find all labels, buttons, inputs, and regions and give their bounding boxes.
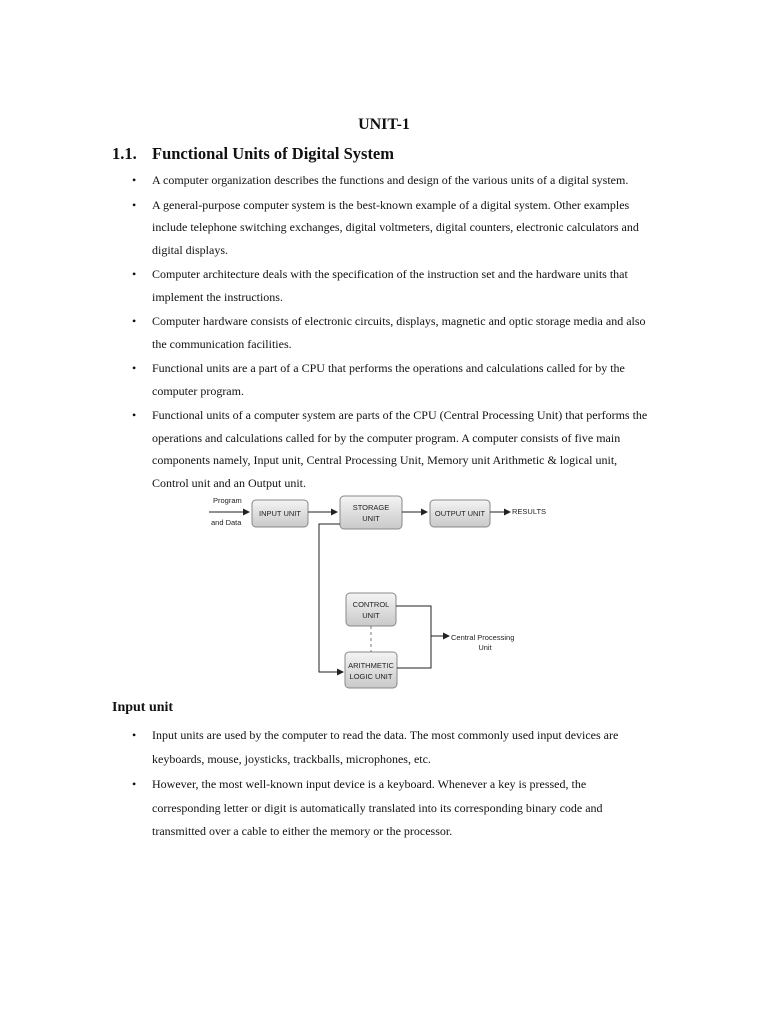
alu-box: [345, 652, 397, 688]
input-unit-bullet-list: [112, 724, 652, 846]
storage-unit-label-2: UNIT: [362, 514, 380, 523]
alu-label-2: LOGIC UNIT: [349, 672, 393, 681]
block-diagram: [205, 494, 547, 690]
cpu-bracket: [396, 606, 431, 668]
cpu-label-1: Central Processing: [451, 633, 515, 642]
control-unit-label-2: UNIT: [362, 611, 380, 620]
bullet-item: • However, the most well-known input device is a keyboard. Whenever a key is pressed, the corresponding letter or digit is automatically translated into its corresponding binary code and transmitted over a cable to either the memory or the processor.: [112, 773, 652, 844]
bullet-item: • A computer organization describes the functions and design of the various units of a digital system.: [112, 169, 652, 192]
unit-title: UNIT-1: [358, 116, 410, 133]
storage-to-alu-arrow: [319, 524, 343, 672]
program-label: Program: [213, 496, 242, 505]
alu-label-1: ARITHMETIC: [348, 661, 394, 670]
bullet-item: • A general-purpose computer system is the best-known example of a digital system. Other examples include telephone switching exchanges, digital voltmeters, digital counters, electronic calculators and digital displays.: [112, 194, 652, 262]
storage-unit-label-1: STORAGE: [352, 503, 390, 512]
results-label: RESULTS: [512, 507, 547, 516]
output-unit-label: OUTPUT UNIT: [434, 509, 486, 518]
cpu-label-2: Unit: [478, 643, 492, 652]
bullet-item: • Computer hardware consists of electronic circuits, displays, magnetic and optic storage media and also the communication facilities.: [112, 310, 652, 355]
section-heading: [112, 144, 394, 164]
input-unit-heading: Input unit: [112, 700, 174, 715]
control-unit-label-1: CONTROL: [352, 600, 390, 609]
bullet-item: • Functional units of a computer system are parts of the CPU (Central Processing Unit) that performs the operations and calculations called for by the computer program. A computer consists of five main components namely, Input unit, Central Processing Unit, Memory unit Arithmetic & logical unit, Control unit and an Output unit.: [112, 404, 652, 494]
bullet-item: • Input units are used by the computer to read the data. The most commonly used input devices are keyboards, mouse, joysticks, trackballs, microphones, etc.: [112, 724, 652, 771]
data-label: and Data: [211, 518, 242, 527]
control-unit-box: [346, 593, 396, 626]
input-unit-label: INPUT UNIT: [259, 509, 301, 518]
functional-units-diagram: [205, 494, 547, 690]
section-title: Functional Units of Digital System: [152, 144, 395, 163]
storage-unit-box: [340, 496, 402, 529]
bullet-item: • Functional units are a part of a CPU that performs the operations and calculations called for by the computer program.: [112, 357, 652, 402]
bullet-list: [112, 169, 652, 495]
bullet-item: • Computer architecture deals with the specification of the instruction set and the hardware units that implement the instructions.: [112, 263, 652, 308]
section-number: 1.1.: [112, 144, 137, 163]
